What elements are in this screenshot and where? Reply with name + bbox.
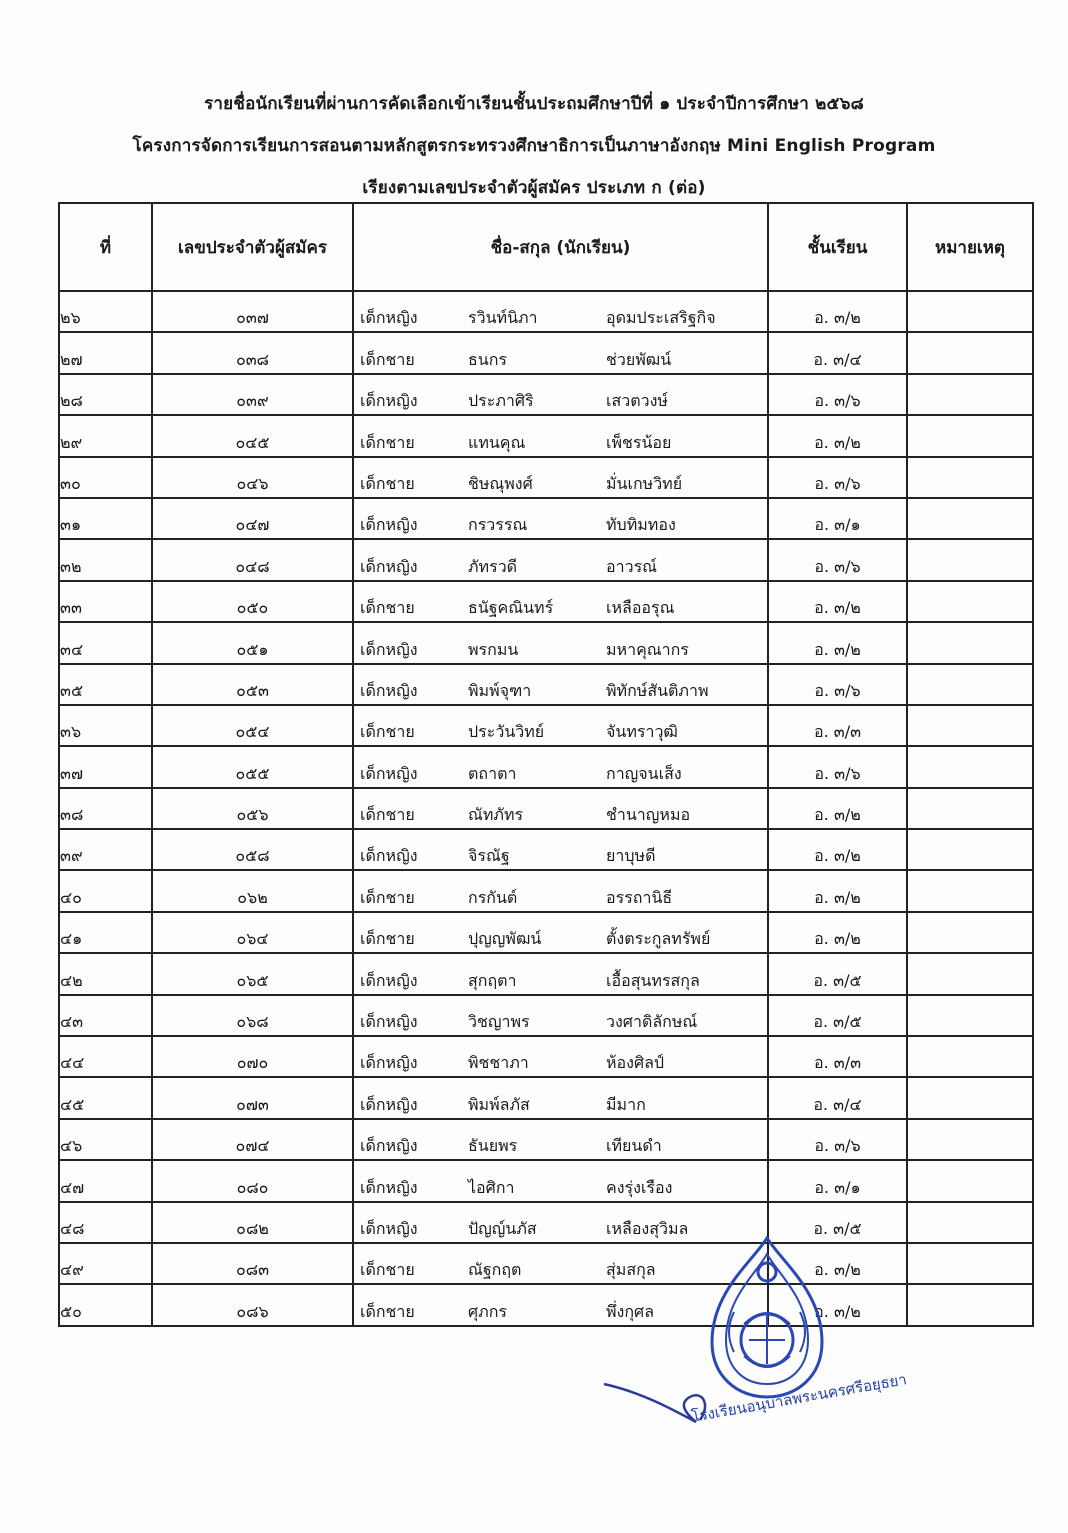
first-name: วิชญาพร	[468, 1012, 530, 1032]
note-cell	[907, 1160, 1033, 1201]
table-row	[59, 1243, 1033, 1284]
note-cell	[907, 1036, 1033, 1077]
first-name: ภัทรวดี	[468, 556, 518, 576]
name-title: เด็กหญิง	[360, 556, 418, 576]
row-number: ๓๗	[59, 746, 152, 787]
student-name	[353, 995, 768, 1036]
applicant-code: ๐๕๕	[152, 746, 353, 787]
applicant-code: ๐๕๐	[152, 581, 353, 622]
class-cell: อ. ๓/๖	[768, 457, 907, 498]
name-title: เด็กชาย	[360, 887, 415, 907]
student-name	[353, 622, 768, 663]
first-name: สุกฤตา	[468, 970, 517, 990]
name-title: เด็กชาย	[360, 929, 415, 949]
student-table	[58, 202, 1034, 1327]
student-name	[353, 746, 768, 787]
last-name: พึ่งกุศล	[606, 1301, 655, 1321]
last-name: มั่นเกษวิทย์	[606, 473, 683, 493]
student-name	[353, 581, 768, 622]
row-number: ๔๒	[59, 953, 152, 994]
student-name	[353, 1119, 768, 1160]
first-name: ปุญญพัฒน์	[468, 929, 542, 949]
last-name: จันทราวุฒิ	[606, 722, 678, 742]
applicant-code: ๐๘๖	[152, 1284, 353, 1325]
row-number: ๔๐	[59, 870, 152, 911]
applicant-code: ๐๖๒	[152, 870, 353, 911]
note-cell	[907, 581, 1033, 622]
last-name: อุดมประเสริฐกิจ	[606, 308, 716, 328]
student-name	[353, 374, 768, 415]
name-title: เด็กหญิง	[360, 515, 418, 535]
table-row	[59, 705, 1033, 746]
name-title: เด็กชาย	[360, 722, 415, 742]
last-name: ช่วยพัฒน์	[606, 349, 672, 369]
class-cell: อ. ๓/๖	[768, 374, 907, 415]
first-name: ศุภกร	[468, 1301, 507, 1321]
name-title: เด็กหญิง	[360, 970, 418, 990]
row-number: ๓๘	[59, 788, 152, 829]
table-row	[59, 1077, 1033, 1118]
class-cell: อ. ๓/๒	[768, 870, 907, 911]
row-number: ๕๐	[59, 1284, 152, 1325]
note-cell	[907, 870, 1033, 911]
class-cell: อ. ๓/๒	[768, 622, 907, 663]
last-name: เทียนดำ	[606, 1136, 662, 1156]
row-number: ๔๗	[59, 1160, 152, 1201]
applicant-code: ๐๗๔	[152, 1119, 353, 1160]
name-title: เด็กหญิง	[360, 1218, 418, 1238]
first-name: พิมพ์จุฑา	[468, 680, 532, 700]
last-name: ห้องศิลป์	[606, 1053, 665, 1073]
first-name: พิชชาภา	[468, 1053, 529, 1073]
name-title: เด็กชาย	[360, 349, 415, 369]
row-number: ๔๖	[59, 1119, 152, 1160]
class-cell: อ. ๓/๒	[768, 912, 907, 953]
first-name: ณัฐกฤต	[468, 1260, 522, 1280]
row-number: ๔๙	[59, 1243, 152, 1284]
table-row	[59, 829, 1033, 870]
note-cell	[907, 291, 1033, 332]
first-name: ธนกร	[468, 349, 507, 369]
table-row	[59, 1119, 1033, 1160]
class-cell: อ. ๓/๑	[768, 1160, 907, 1201]
table-header-row	[59, 203, 1033, 291]
note-cell	[907, 705, 1033, 746]
applicant-code: ๐๕๔	[152, 705, 353, 746]
row-number: ๓๑	[59, 498, 152, 539]
last-name: มีมาก	[606, 1094, 646, 1114]
first-name: ประวันวิทย์	[468, 722, 545, 742]
column-header-name: ชื่อ-สกุล (นักเรียน)	[353, 203, 768, 291]
row-number: ๔๕	[59, 1077, 152, 1118]
student-name	[353, 829, 768, 870]
last-name: สุ่มสกุล	[606, 1260, 656, 1280]
name-title: เด็กชาย	[360, 473, 415, 493]
name-title: เด็กชาย	[360, 598, 415, 618]
name-title: เด็กหญิง	[360, 680, 418, 700]
applicant-code: ๐๔๖	[152, 457, 353, 498]
row-number: ๓๕	[59, 664, 152, 705]
last-name: ตั้งตระกูลทรัพย์	[606, 929, 711, 949]
student-name	[353, 539, 768, 580]
student-name	[353, 664, 768, 705]
class-cell: อ. ๓/๒	[768, 581, 907, 622]
title-line-1: รายชื่อนักเรียนที่ผ่านการคัดเลือกเข้าเรียนชั้นประถมศึกษาปีที่ ๑ ประจำปีการศึกษา ๒๕๖๘	[204, 94, 864, 114]
name-title: เด็กหญิง	[360, 1012, 418, 1032]
name-title: เด็กหญิง	[360, 391, 418, 411]
name-title: เด็กชาย	[360, 1301, 415, 1321]
student-name	[353, 1284, 768, 1325]
name-title: เด็กชาย	[360, 1260, 415, 1280]
name-title: เด็กหญิง	[360, 639, 418, 659]
column-header-no: ที่	[59, 203, 152, 291]
note-cell	[907, 1119, 1033, 1160]
note-cell	[907, 912, 1033, 953]
student-name	[353, 498, 768, 539]
table-row	[59, 332, 1033, 373]
student-name	[353, 415, 768, 456]
first-name: แทนคุณ	[468, 432, 526, 452]
note-cell	[907, 1202, 1033, 1243]
first-name: จิรณัฐ	[468, 846, 510, 866]
applicant-code: ๐๓๗	[152, 291, 353, 332]
row-number: ๓๒	[59, 539, 152, 580]
applicant-code: ๐๕๖	[152, 788, 353, 829]
row-number: ๔๓	[59, 995, 152, 1036]
table-row	[59, 1160, 1033, 1201]
class-cell: อ. ๓/๖	[768, 1119, 907, 1160]
applicant-code: ๐๓๘	[152, 332, 353, 373]
applicant-code: ๐๘๐	[152, 1160, 353, 1201]
note-cell	[907, 664, 1033, 705]
class-cell: อ. ๓/๒	[768, 415, 907, 456]
note-cell	[907, 457, 1033, 498]
note-cell	[907, 829, 1033, 870]
name-title: เด็กหญิง	[360, 1136, 418, 1156]
note-cell	[907, 1284, 1033, 1325]
first-name: กรวรรณ	[468, 515, 528, 535]
note-cell	[907, 415, 1033, 456]
row-number: ๔๘	[59, 1202, 152, 1243]
table-row	[59, 664, 1033, 705]
note-cell	[907, 622, 1033, 663]
class-cell: อ. ๓/๖	[768, 664, 907, 705]
student-name	[353, 788, 768, 829]
last-name: ชำนาญหมอ	[606, 805, 691, 825]
first-name: ธนัฐคณินทร์	[468, 598, 554, 618]
class-cell: อ. ๓/๒	[768, 1243, 907, 1284]
first-name: ปัญญ์นภัส	[468, 1218, 537, 1238]
name-title: เด็กหญิง	[360, 846, 418, 866]
first-name: พรกมน	[468, 639, 519, 659]
name-title: เด็กชาย	[360, 432, 415, 452]
column-header-class: ชั้นเรียน	[768, 203, 907, 291]
table-row	[59, 1202, 1033, 1243]
row-number: ๓๔	[59, 622, 152, 663]
student-name	[353, 705, 768, 746]
note-cell	[907, 746, 1033, 787]
last-name: อาวรณ์	[606, 556, 658, 576]
last-name: คงรุ่งเรือง	[606, 1177, 673, 1197]
table-row	[59, 1284, 1033, 1325]
student-name	[353, 1036, 768, 1077]
row-number: ๔๑	[59, 912, 152, 953]
row-number: ๓๓	[59, 581, 152, 622]
column-header-note: หมายเหตุ	[907, 203, 1033, 291]
note-cell	[907, 995, 1033, 1036]
table-row	[59, 581, 1033, 622]
last-name: มหาคุณากร	[606, 639, 689, 659]
class-cell: อ. ๓/๖	[768, 539, 907, 580]
first-name: ชิษณุพงศ์	[468, 473, 533, 493]
table-row	[59, 374, 1033, 415]
row-number: ๓๐	[59, 457, 152, 498]
table-row	[59, 291, 1033, 332]
table-row	[59, 1036, 1033, 1077]
table-row	[59, 622, 1033, 663]
applicant-code: ๐๗๓	[152, 1077, 353, 1118]
table-row	[59, 539, 1033, 580]
last-name: เอื้อสุนทรสกุล	[606, 970, 700, 990]
note-cell	[907, 539, 1033, 580]
class-cell: อ. ๓/๑	[768, 498, 907, 539]
applicant-code: ๐๔๕	[152, 415, 353, 456]
table-row	[59, 498, 1033, 539]
student-name	[353, 953, 768, 994]
table-row	[59, 457, 1033, 498]
class-cell: อ. ๓/๒	[768, 788, 907, 829]
row-number: ๒๖	[59, 291, 152, 332]
table-row	[59, 788, 1033, 829]
table-row	[59, 995, 1033, 1036]
note-cell	[907, 332, 1033, 373]
applicant-code: ๐๖๔	[152, 912, 353, 953]
applicant-code: ๐๘๒	[152, 1202, 353, 1243]
first-name: รวินท์นิภา	[468, 308, 538, 328]
class-cell: อ. ๓/๒	[768, 1284, 907, 1325]
student-name	[353, 1202, 768, 1243]
class-cell: อ. ๓/๒	[768, 291, 907, 332]
row-number: ๓๙	[59, 829, 152, 870]
last-name: ยาบุษดี	[606, 846, 656, 866]
row-number: ๒๙	[59, 415, 152, 456]
student-name	[353, 870, 768, 911]
first-name: ธันยพร	[468, 1136, 518, 1156]
student-name	[353, 1077, 768, 1118]
first-name: ไอศิกา	[468, 1177, 515, 1197]
note-cell	[907, 374, 1033, 415]
applicant-code: ๐๖๕	[152, 953, 353, 994]
applicant-code: ๐๔๗	[152, 498, 353, 539]
column-header-code: เลขประจำตัวผู้สมัคร	[152, 203, 353, 291]
applicant-code: ๐๘๓	[152, 1243, 353, 1284]
applicant-code: ๐๔๘	[152, 539, 353, 580]
table-row	[59, 746, 1033, 787]
first-name: ตถาตา	[468, 763, 517, 783]
row-number: ๒๘	[59, 374, 152, 415]
name-title: เด็กหญิง	[360, 1177, 418, 1197]
class-cell: อ. ๓/๕	[768, 995, 907, 1036]
table-row	[59, 912, 1033, 953]
name-title: เด็กหญิง	[360, 763, 418, 783]
class-cell: อ. ๓/๓	[768, 1036, 907, 1077]
table-row	[59, 870, 1033, 911]
note-cell	[907, 498, 1033, 539]
student-name	[353, 457, 768, 498]
first-name: พิมพ์ลภัส	[468, 1094, 530, 1114]
applicant-code: ๐๓๙	[152, 374, 353, 415]
last-name: พิทักษ์สันติภาพ	[606, 680, 709, 700]
note-cell	[907, 1077, 1033, 1118]
student-name	[353, 912, 768, 953]
last-name: วงศาดิลักษณ์	[606, 1012, 698, 1032]
last-name: อรรถานิธี	[606, 887, 673, 907]
row-number: ๓๖	[59, 705, 152, 746]
table-row	[59, 953, 1033, 994]
last-name: กาญจนเส็ง	[606, 763, 682, 783]
title-line-2: โครงการจัดการเรียนการสอนตามหลักสูตรกระทรวงศึกษาธิการเป็นภาษาอังกฤษ Mini English Program	[132, 136, 936, 156]
class-cell: อ. ๓/๖	[768, 746, 907, 787]
last-name: เพ็ชรน้อย	[606, 432, 672, 452]
name-title: เด็กหญิง	[360, 308, 418, 328]
class-cell: อ. ๓/๔	[768, 1077, 907, 1118]
row-number: ๒๗	[59, 332, 152, 373]
student-name	[353, 291, 768, 332]
seal-caption: โรงเรียนอนุบาลพระนครศรีอยุธยา	[690, 1370, 909, 1426]
applicant-code: ๐๕๘	[152, 829, 353, 870]
first-name: กรกันต์	[468, 887, 518, 907]
name-title: เด็กหญิง	[360, 1094, 418, 1114]
row-number: ๔๔	[59, 1036, 152, 1077]
applicant-code: ๐๕๓	[152, 664, 353, 705]
note-cell	[907, 953, 1033, 994]
class-cell: อ. ๓/๒	[768, 829, 907, 870]
class-cell: อ. ๓/๓	[768, 705, 907, 746]
applicant-code: ๐๕๑	[152, 622, 353, 663]
note-cell	[907, 1243, 1033, 1284]
student-name	[353, 1243, 768, 1284]
last-name: ทับทิมทอง	[606, 515, 676, 535]
last-name: เหลืออรุณ	[606, 598, 675, 618]
class-cell: อ. ๓/๕	[768, 1202, 907, 1243]
student-name	[353, 1160, 768, 1201]
applicant-code: ๐๗๐	[152, 1036, 353, 1077]
last-name: เสวตวงษ์	[606, 391, 668, 411]
first-name: ณัทภัทร	[468, 805, 524, 825]
student-name	[353, 332, 768, 373]
first-name: ประภาศิริ	[468, 391, 534, 411]
class-cell: อ. ๓/๕	[768, 953, 907, 994]
table-body	[59, 291, 1033, 1326]
last-name: เหลืองสุวิมล	[606, 1218, 689, 1238]
title-line-3: เรียงตามเลขประจำตัวผู้สมัคร ประเภท ก (ต่อ)	[362, 178, 706, 198]
class-cell: อ. ๓/๔	[768, 332, 907, 373]
applicant-code: ๐๖๘	[152, 995, 353, 1036]
name-title: เด็กชาย	[360, 805, 415, 825]
note-cell	[907, 788, 1033, 829]
name-title: เด็กหญิง	[360, 1053, 418, 1073]
table-row	[59, 415, 1033, 456]
